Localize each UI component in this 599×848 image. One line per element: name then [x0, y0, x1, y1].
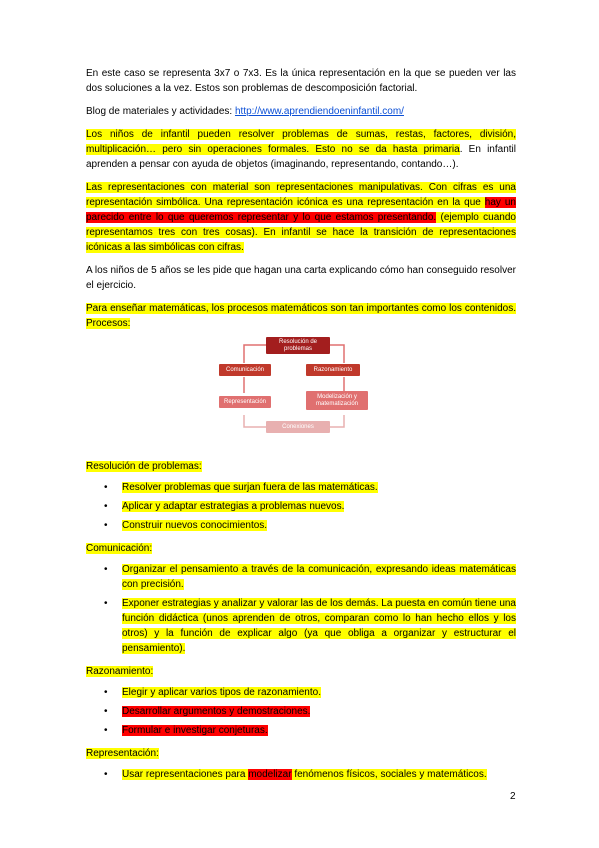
list-item: [86, 596, 516, 656]
list-item-text: Usar representaciones para: [122, 769, 249, 780]
diagram-node-resolucion: Resolución de problemas: [266, 337, 330, 354]
paragraph-text: En este caso se representa 3x7 o 7x3. Es la única representación en la que se pueden ver las dos soluciones a la vez. Estos son problemas de descomposición factorial.: [86, 68, 516, 94]
paragraph-text: . En infantil aprenden a pensar con ayuda de objetos (imaginando, representando, contando…).: [86, 144, 516, 170]
heading-comunicacion: [86, 541, 516, 556]
highlighted-text: Los niños de infantil pueden resolver problemas de sumas, restas, factores, división, multiplicación… pero sin operaciones formales. Esto no se da hasta primaria: [86, 129, 516, 155]
list-item-text: Formular e investigar conjeturas.: [122, 725, 268, 736]
diagram-node-razonamiento: Razonamiento: [306, 364, 360, 376]
heading-razonamiento: [86, 664, 516, 679]
page-number: 2: [510, 791, 516, 802]
list-item-text: fenómenos físicos, sociales y matemáticos.: [291, 769, 487, 780]
heading-representacion: [86, 746, 516, 761]
list-razonamiento: [86, 685, 516, 738]
bullet-icon: •: [104, 564, 108, 575]
list-comunicacion: [86, 562, 516, 656]
list-item: [86, 723, 516, 738]
blog-link[interactable]: http://www.aprendiendoeninfantil.com/: [234, 106, 404, 117]
paragraph-representaciones: [86, 180, 516, 255]
list-item-text: Construir nuevos conocimientos.: [122, 520, 268, 531]
paragraph-factorial: [86, 66, 516, 96]
list-item: [86, 518, 516, 533]
red-highlighted-text: hay un parecido entre lo que queremos representar y lo que estamos presentando.: [86, 197, 516, 223]
bullet-icon: •: [104, 706, 108, 717]
list-resolucion: [86, 480, 516, 533]
list-item: [86, 562, 516, 592]
diagram-node-comunicacion: Comunicación: [219, 364, 271, 376]
list-item: [86, 685, 516, 700]
heading-text: Resolución de problemas:: [86, 461, 202, 472]
highlighted-text: (ejemplo cuando representamos tres con tres cosas). En infantil se hace la transición de representaciones icónicas a las simbólicas con cifras.: [86, 212, 516, 253]
bullet-icon: •: [104, 598, 108, 609]
list-item: [86, 480, 516, 495]
blog-label: Blog de materiales y actividades:: [86, 106, 235, 117]
diagram-node-representacion: Representación: [219, 396, 271, 408]
highlighted-text: Para enseñar matemáticas, los procesos matemáticos son tan importantes como los contenidos. Procesos:: [86, 303, 516, 329]
document-body: [86, 66, 516, 788]
bullet-icon: •: [104, 520, 108, 531]
list-item-text: Elegir y aplicar varios tipos de razonamiento.: [122, 687, 321, 698]
list-item-text: Resolver problemas que surjan fuera de las matemáticas.: [122, 482, 378, 493]
paragraph-procesos: [86, 301, 516, 331]
list-representacion: [86, 767, 516, 782]
paragraph-carta: [86, 263, 516, 293]
list-item: [86, 767, 516, 782]
processes-diagram: [86, 335, 516, 451]
heading-resolucion: [86, 459, 516, 474]
list-item-text: Desarrollar argumentos y demostraciones.: [122, 706, 311, 717]
paragraph-text: A los niños de 5 años se les pide que hagan una carta explicando cómo han conseguido resolver el ejercicio.: [86, 265, 516, 291]
bullet-icon: •: [104, 725, 108, 736]
list-item-text: Exponer estrategias y analizar y valorar las de los demás. La puesta en común tiene una función didáctica (unos aprenden de otros, comparan como lo han hecho ellos y los otros) y la función de explicar algo (ya que obliga a organizar y estructurar el pensamiento).: [122, 598, 516, 654]
list-item-text: Organizar el pensamiento a través de la comunicación, expresando ideas matemáticas con precisión.: [122, 564, 516, 590]
list-item: [86, 704, 516, 719]
red-highlighted-text: modelizar: [248, 769, 292, 780]
list-item: [86, 499, 516, 514]
bullet-icon: •: [104, 769, 108, 780]
diagram-node-modelizacion: Modelización y matematización: [306, 391, 368, 410]
bullet-icon: •: [104, 501, 108, 512]
paragraph-infantil: [86, 127, 516, 172]
list-item-text: Aplicar y adaptar estrategias a problemas nuevos.: [122, 501, 345, 512]
highlighted-text: Las representaciones con material son representaciones manipulativas. Con cifras es una representación simbólica. Una representación icónica es una representación en la que: [86, 182, 516, 208]
heading-text: Comunicación:: [86, 543, 153, 554]
bullet-icon: •: [104, 482, 108, 493]
diagram-node-conexiones: Conexiones: [266, 421, 330, 433]
bullet-icon: •: [104, 687, 108, 698]
paragraph-blog: [86, 104, 516, 119]
heading-text: Razonamiento:: [86, 666, 154, 677]
heading-text: Representación:: [86, 748, 159, 759]
